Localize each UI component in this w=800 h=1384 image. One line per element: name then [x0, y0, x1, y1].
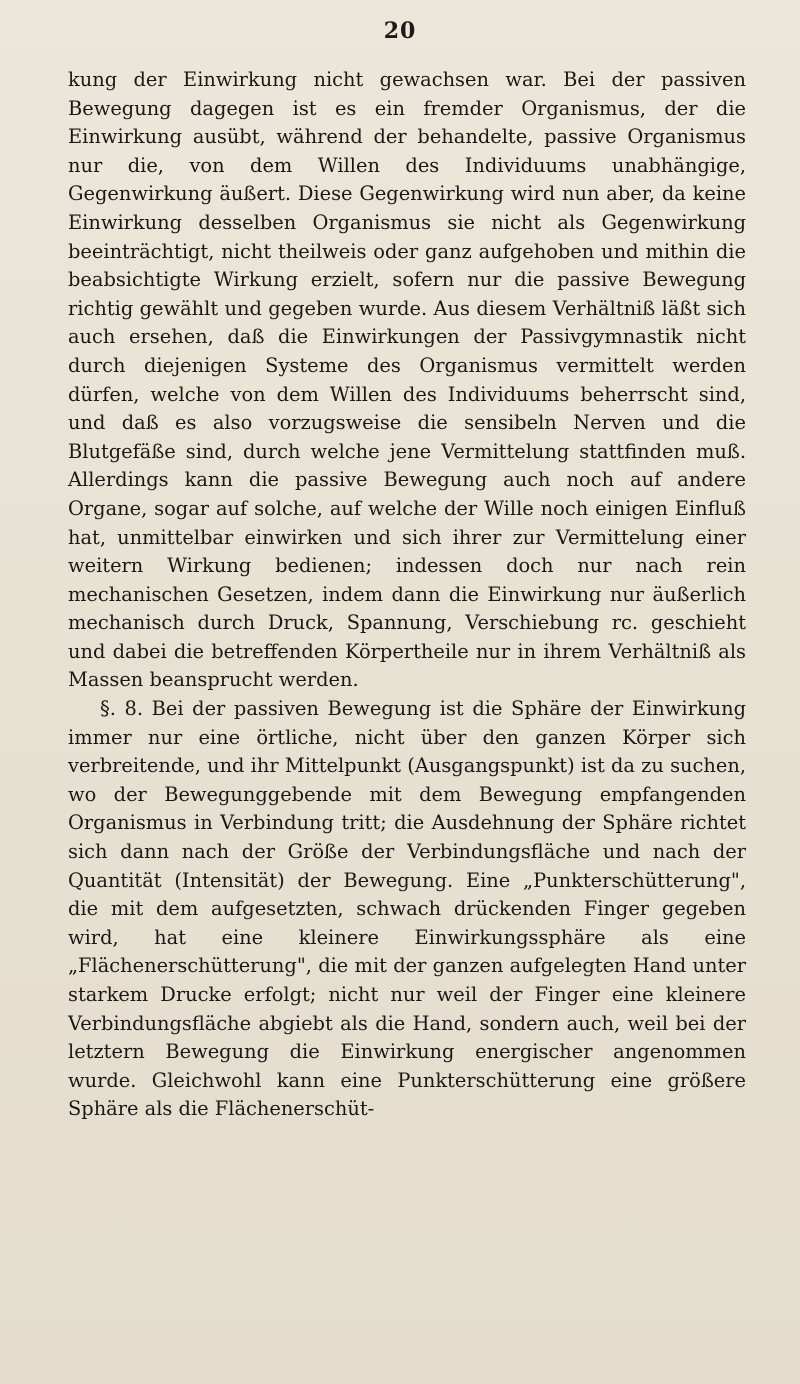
paragraph-section-8: §. 8. Bei der passiven Bewegung ist die Sphäre der Einwirkung immer nur eine örtliche, nicht über den ganzen Körper sich verbreitende, und ihr Mittelpunkt (Ausgangspunkt) ist da zu suchen, wo der Bewegunggebende mit dem Bewegung empfangenden Organismus in Verbindung tritt; die Ausdehnung der Sphäre richtet sich dann nach der Größe der Verbindungsfläche und nach der Quantität (Intensität) der Bewegung. Eine „Punkterschütterung", die mit dem aufgesetzten, schwach drückenden Finger gegeben wird, hat eine kleinere Einwirkungssphäre als eine „Flächenerschütterung", die mit der ganzen aufgelegten Hand unter starkem Drucke erfolgt; nicht nur weil der Finger eine kleinere Verbindungsfläche abgiebt als die Hand, sondern auch, weil bei der letztern Bewegung die Einwirkung energischer angenommen wurde. Gleichwohl kann eine Punkterschütterung eine größere Sphäre als die Flächenerschüt-: [68, 697, 746, 1121]
paragraph-continuation: kung der Einwirkung nicht gewachsen war. Bei der passiven Bewegung dagegen ist es ein fremder Organismus, der die Einwirkung ausübt, während der behandelte, passive Organismus nur die, von dem Willen des Individuums unabhängige, Gegenwirkung äußert. Diese Gegenwirkung wird nun aber, da keine Einwirkung desselben Organismus sie nicht als Gegenwirkung beeinträchtigt, nicht theilweis oder ganz aufgehoben und mithin die beabsichtigte Wirkung erzielt, sofern nur die passive Bewegung richtig gewählt und gegeben wurde. Aus diesem Verhältniß läßt sich auch ersehen, daß die Einwirkungen der Passivgymnastik nicht durch diejenigen Systeme des Organismus vermittelt werden dürfen, welche von dem Willen des Individuums beherrscht sind, und daß es also vorzugsweise die sensibeln Nerven und die Blutgefäße sind, durch welche jene Vermittelung stattfinden muß. Allerdings kann die passive Bewegung auch noch auf andere Organe, sogar auf solche, auf welche der Wille noch einigen Einfluß hat, unmittelbar einwirken und sich ihrer zur Vermittelung einer weitern Wirkung bedienen; indessen doch nur nach rein mechanischen Gesetzen, indem dann die Einwirkung nur äußerlich mechanisch durch Druck, Spannung, Verschiebung rc. geschieht und dabei die betreffenden Körpertheile nur in ihrem Verhältniß als Massen beansprucht werden.: [68, 68, 746, 692]
body-text: [68, 66, 746, 1124]
page-number: 20: [383, 18, 417, 44]
